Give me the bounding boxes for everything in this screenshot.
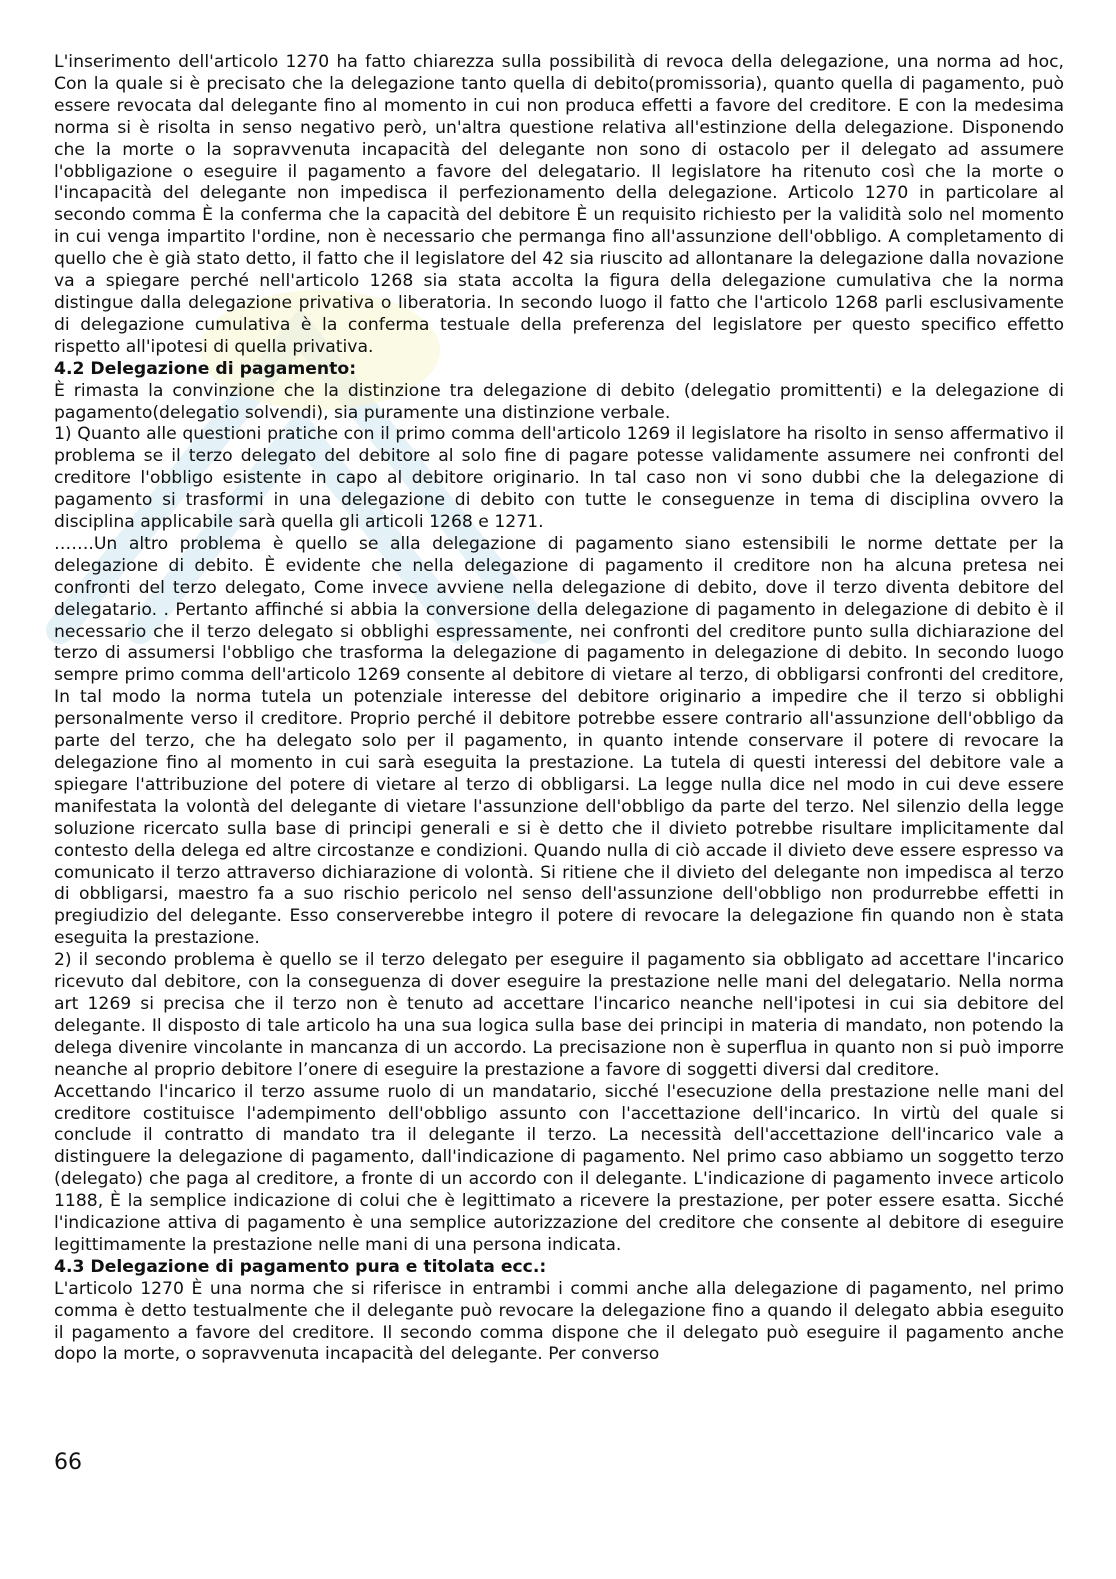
paragraph: Accettando l'incarico il terzo assume ruolo di un mandatario, sicché l'esecuzione della prestazione nelle mani del creditore costituisce l'adempimento dell'obbligo assunto con l'accettazione dell'incarico. In virtù del quale si conclude il contratto di mandato tra il delegante il terzo. La necessità dell'accettazione dell'incarico vale a distinguere la delegazione di pagamento, dall'indicazione di pagamento. Nel primo caso abbiamo un soggetto terzo (delegato) che paga al creditore, a fronte di un accordo con il delegante. L'indicazione di pagamento invece articolo 1188, È la semplice indicazione di colui che è legittimato a ricevere la prestazione, per poter essere esatta. Sicché l'indicazione attiva di pagamento è una semplice autorizzazione del creditore che consente al debitore di eseguire legittimamente la prestazione nelle mani di una persona indicata. (54, 1081, 1064, 1255)
paragraph: 1) Quanto alle questioni pratiche con il primo comma dell'articolo 1269 il legislatore ha risolto in senso affermativo il problema se il terzo delegato del debitore al solo fine di pagare potesse validamente assumere nei confronti del creditore l'obbligo esistente in capo al debitore originario. In tal caso non vi sono dubbi che la delegazione di pagamento si trasformi in una delegazione di debito con tutte le conseguenze in tema di disciplina ovvero la disciplina applicabile sarà quella gli articoli 1268 e 1271. (54, 424, 1064, 533)
paragraph: …….Un altro problema è quello se alla delegazione di pagamento siano estensibili le norme dettate per la delegazione di debito. È evidente che nella delegazione di pagamento il creditore non ha alcuna pretesa nei confronti del terzo delegato, Come invece avviene nella delegazione di debito, dove il terzo diventa debitore del delegatario. . Pertanto affinché si abbia la conversione della delegazione di pagamento in delegazione di debito è il necessario che il terzo delegato si obblighi espressamente, nei confronti del creditore punto sulla dichiarazione del terzo di assumersi l'obbligo che trasforma la delegazione di pagamento in delegazione di debito. In secondo luogo sempre primo comma dell'articolo 1269 consente al debitore di vietare al terzo, di obbligarsi confronti del creditore, In tal modo la norma tutela un potenziale interesse del debitore originario a impedire che il terzo si obblighi personalmente verso il creditore. Proprio perché il debitore potrebbe essere contrario all'assunzione dell'obbligo da parte del terzo, che ha delegato solo per il pagamento, in quanto intende conservare il potere di revocare la delegazione fino al momento in cui sarà eseguita la prestazione. La tutela di questi interessi del debitore vale a spiegare l'attribuzione del potere di vietare al terzo di obbligarsi. La legge nulla dice nel modo in cui deve essere manifestata la volontà del delegante di vietare l'assunzione dell'obbligo da parte del terzo. Nel silenzio della legge soluzione ricercato sulla base di principi generali e si è detto che il divieto potrebbe risultare implicitamente dal contesto della delega ed altre circostanze e condizioni. Quando nulla di ciò accade il divieto deve essere espresso va comunicato il terzo attraverso dichiarazione di volontà. Si ritiene che il divieto del delegante non impedisca al terzo di obbligarsi, maestro fa a suo rischio pericolo nel senso dell'assunzione dell'obbligo non produrrebbe effetti in pregiudizio del delegante. Esso conserverebbe integro il potere di revocare la delegazione fin quando non è stata eseguita la prestazione. (54, 533, 1064, 949)
section-heading-4-3: 4.3 Delegazione di pagamento pura e titolata ecc.: (54, 1256, 547, 1277)
paragraph: L'articolo 1270 È una norma che si riferisce in entrambi i commi anche alla delegazione di pagamento, nel primo comma è detto testualmente che il delegante può revocare la delegazione fino a quando il delegato abbia eseguito il pagamento a favore del creditore. Il secondo comma dispone che il delegato può eseguire il pagamento anche dopo la morte, o sopravvenuta incapacità del delegante. Per converso (54, 1278, 1064, 1365)
paragraph: 2) il secondo problema è quello se il terzo delegato per eseguire il pagamento sia obbligato ad accettare l'incarico ricevuto dal debitore, con la conseguenza di dover eseguire la prestazione nelle mani del delegatario. Nella norma art 1269 si precisa che il terzo non è tenuto ad accettare l'incarico neanche nell'ipotesi in cui sia debitore del delegante. Il disposto di tale articolo ha una sua logica sulla base dei principi in materia di mandato, non potendo la delega divenire vincolante in mancanza di un accordo. La precisazione non è superflua in quanto non si può imporre neanche al proprio debitore l’onere di eseguire la prestazione a favore di soggetti diversi dal creditore. (54, 950, 1064, 1080)
paragraph: È rimasta la convinzione che la distinzione tra delegazione di debito (delegatio promittenti) e la delegazione di pagamento(delegatio solvendi), sia puramente una distinzione verbale. (54, 380, 1064, 423)
section-heading-4-2: 4.2 Delegazione di pagamento: (54, 358, 357, 379)
page-number: 66 (54, 1450, 82, 1475)
paragraph: L'inserimento dell'articolo 1270 ha fatto chiarezza sulla possibilità di revoca della delegazione, una norma ad hoc, Con la quale si è precisato che la delegazione tanto quella di debito(promissoria), quanto quella di pagamento, può essere revocata dal delegante fino al momento in cui non produca effetti a favore del creditore. E con la medesima norma si è risolta in senso negativo però, un'altra questione relativa all'estinzione della delegazione. Disponendo che la morte o la sopravvenuta incapacità del delegante non sono di ostacolo per il delegato ad assumere l'obbligazione o eseguire il pagamento a favore del delegatario. Il legislatore ha ritenuto così che la morte o l'incapacità del delegante non impedisca il perfezionamento della delegazione. Articolo 1270 in particolare al secondo comma È la conferma che la capacità del debitore È un requisito richiesto per la validità solo nel momento in cui venga impartito l'ordine, non è necessario che permanga fino all'assunzione dell'obbligo. A completamento di quello che è già stato detto, il fatto che il legislatore del 42 sia riuscito ad allontanare la delegazione dalla novazione va a spiegare perché nell'articolo 1268 sia stata accolta la figura della delegazione cumulativa che la norma distingue dalla delegazione privativa o liberatoria. In secondo luogo il fatto che l'articolo 1268 parli esclusivamente di delegazione cumulativa è la conferma testuale della preferenza del legislatore per questo specifico effetto rispetto all'ipotesi di quella privativa. (54, 52, 1064, 357)
document-page (54, 52, 1064, 1366)
